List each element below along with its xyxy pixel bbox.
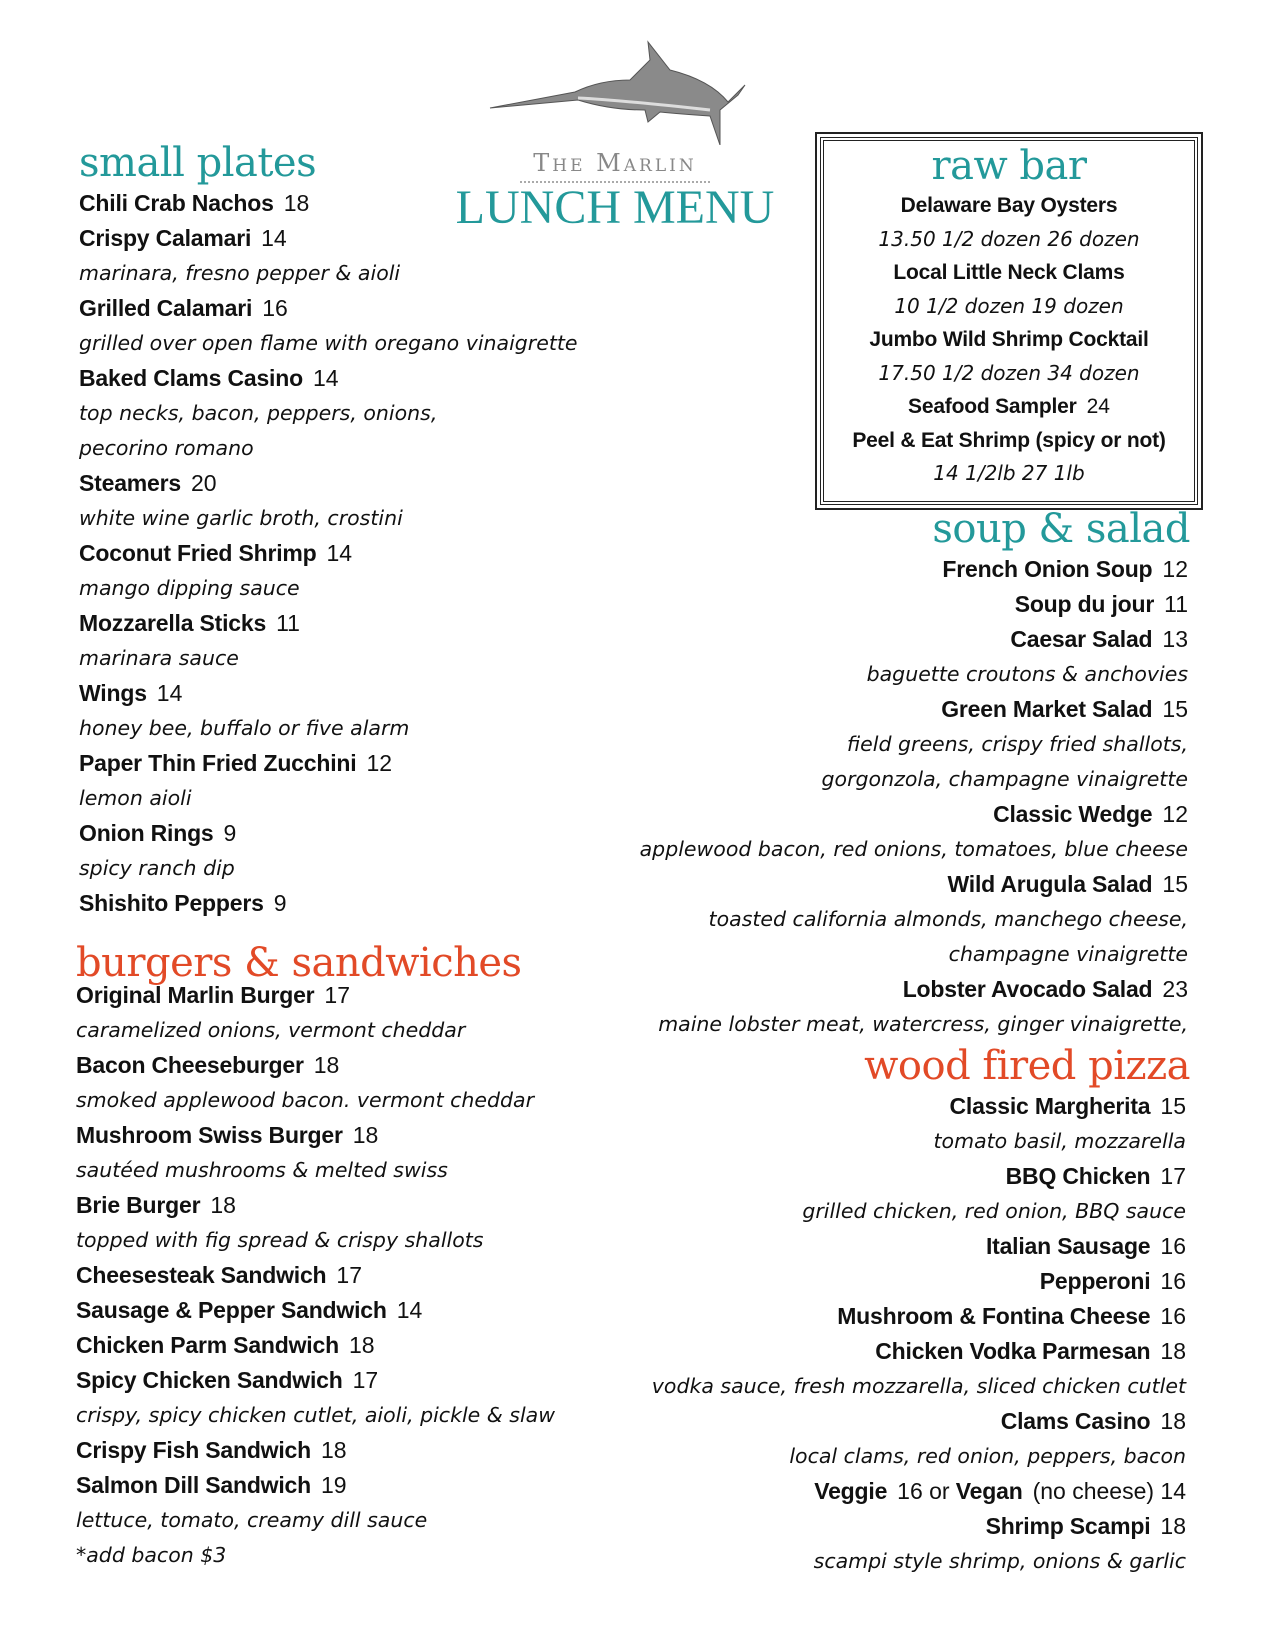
item-price: 16 [262,295,288,321]
menu-item [824,323,1194,357]
item-name: Coconut Fried Shrimp [79,540,317,566]
item-price: 17 [324,982,351,1008]
item-price: 12 [1162,801,1188,827]
item-price: 17 [336,1262,362,1288]
item-description-text: mango dipping sauce [79,576,300,600]
item-name: Veggie [814,1478,888,1504]
menu-item [560,1229,1186,1264]
item-name: Classic Wedge [993,801,1153,827]
menu-item [560,972,1188,1007]
item-name: Shishito Peppers [79,890,264,916]
item-name: Seafood Sampler [908,395,1077,418]
item-description [824,357,1194,391]
item-description-text: vodka sauce, fresh mozzarella, sliced chicken cutlet [651,1374,1186,1398]
item-name: Peel & Eat Shrimp (spicy or not) [852,428,1166,452]
item-price: 18 [210,1192,236,1218]
item-price: 11 [276,610,300,636]
marlin-fish-icon [480,30,750,145]
menu-item [79,361,699,396]
menu-item [824,424,1194,458]
item-price: 18 [352,1122,379,1148]
item-description [79,326,699,361]
item-description [560,937,1188,972]
item-price: 15 [1162,871,1188,897]
menu-list [824,189,1194,491]
item-description-text: maine lobster meat, watercress, ginger vinaigrette, [658,1012,1188,1036]
item-name: French Onion Soup [942,556,1153,582]
item-name: Chicken Parm Sandwich [76,1332,339,1358]
menu-item [560,1404,1186,1439]
section-heading: raw bar [931,143,1087,189]
menu-item [79,291,699,326]
item-description-text: smoked applewood bacon. vermont cheddar [76,1088,535,1112]
item-name: Original Marlin Burger [76,982,315,1008]
restaurant-name: The Marlin [533,149,697,177]
item-price: 18 [313,1052,340,1078]
item-price: 20 [190,470,217,496]
item-name: Chicken Vodka Parmesan [875,1338,1151,1364]
item-name: Italian Sausage [985,1233,1151,1259]
menu-item [560,587,1188,622]
item-description-text: topped with fig spread & crispy shallots [76,1228,484,1252]
item-price: 18 [348,1332,375,1358]
item-description [560,657,1188,692]
menu-item [560,1474,1186,1509]
item-description [560,727,1188,762]
item-description [560,902,1188,937]
item-description [824,457,1194,491]
item-description-text: local clams, red onion, peppers, bacon [789,1444,1186,1468]
item-price: 23 [1162,976,1188,1002]
menu-item [79,186,699,221]
menu-item [560,692,1188,727]
item-price: 18 [1160,1513,1186,1539]
item-price: 18 [1160,1338,1186,1364]
item-description [560,1369,1186,1404]
item-price: 14 [261,225,287,251]
item-name: Wild Arugula Salad [947,871,1153,897]
menu-item [560,1089,1186,1124]
section-heading: wood fired pizza [864,1043,1190,1089]
menu-title: LUNCH MENU [455,181,775,234]
item-price: (no cheese) 14 [1032,1478,1186,1504]
item-name: Cheesesteak Sandwich [76,1262,327,1288]
item-price: 17 [352,1367,379,1393]
item-name: Paper Thin Fried Zucchini [79,750,357,776]
item-price: 14 [312,365,339,391]
item-description [824,290,1194,324]
section-heading: soup & salad [932,506,1190,552]
item-description-text: marinara, fresno pepper & aioli [79,261,401,285]
item-description-text: spicy ranch dip [79,856,235,880]
item-price: 12 [1162,556,1188,582]
item-description-text: applewood bacon, red onions, tomatoes, blue cheese [639,837,1188,861]
item-price: 12 [366,750,393,776]
item-name: Crispy Fish Sandwich [76,1437,311,1463]
item-price: 15 [1162,696,1188,722]
item-description [560,762,1188,797]
menu-item [824,189,1194,223]
item-price: 19 [321,1472,347,1498]
menu-item [560,1264,1186,1299]
item-name: Classic Margherita [949,1093,1151,1119]
menu-item [560,867,1188,902]
item-name: Soup du jour [1014,591,1155,617]
item-description-text: grilled chicken, red onion, BBQ sauce [802,1199,1186,1223]
item-description-text: champagne vinaigrette [948,942,1188,966]
item-name: Grilled Calamari [79,295,253,321]
item-price: 18 [283,190,310,216]
item-price: 13 [1162,626,1188,652]
item-price: 16 [1160,1268,1186,1294]
item-price: 9 [223,820,237,846]
item-name: Onion Rings [79,820,214,846]
item-name: Crispy Calamari [79,225,252,251]
menu-item [560,622,1188,657]
item-description [560,1007,1188,1042]
item-description [79,396,699,431]
item-description-text: marinara sauce [79,646,239,670]
section-heading: burgers & sandwiches [76,940,522,986]
item-description-text: caramelized onions, vermont cheddar [76,1018,466,1042]
item-name: Salmon Dill Sandwich [76,1472,311,1498]
item-name: Wings [79,680,147,706]
menu-item [560,1159,1186,1194]
item-name: Green Market Salad [941,696,1153,722]
item-description [79,256,699,291]
item-name: Brie Burger [76,1192,201,1218]
item-description-text: scampi style shrimp, onions & garlic [813,1549,1186,1573]
item-description-text: field greens, crispy fried shallots, [846,732,1188,756]
item-description-text: toasted california almonds, manchego cheese, [708,907,1188,931]
item-name: Chili Crab Nachos [79,190,274,216]
item-description [560,1124,1186,1159]
item-name: Spicy Chicken Sandwich [76,1367,343,1393]
item-description [79,431,699,466]
menu-item [79,466,699,501]
item-price: 18 [321,1437,347,1463]
menu-item [79,221,699,256]
item-name: Caesar Salad [1010,626,1153,652]
item-name: Lobster Avocado Salad [902,976,1153,1002]
item-price: 16 [1160,1233,1186,1259]
item-description-text: top necks, bacon, peppers, onions, [79,401,438,425]
item-description-text: 13.50 1/2 dozen 26 dozen [878,226,1140,251]
item-price: 16 [1160,1303,1186,1329]
item-price: 14 [396,1297,423,1323]
item-description-text: gorgonzola, champagne vinaigrette [821,767,1188,791]
item-description [560,1194,1186,1229]
item-name: Bacon Cheeseburger [76,1052,304,1078]
item-name: Steamers [79,470,181,496]
item-description-text: 14 1/2lb 27 1lb [933,461,1085,485]
item-description-text: *add bacon $3 [76,1543,227,1567]
pizza-section [560,1043,1190,1579]
item-description-text: 10 1/2 dozen 19 dozen [894,293,1124,318]
item-description-text: crispy, spicy chicken cutlet, aioli, pickle & slaw [76,1403,555,1427]
menu-item [560,1509,1186,1544]
item-description-text: 17.50 1/2 dozen 34 dozen [878,360,1140,385]
item-price: 14 [326,540,353,566]
item-description-text: tomato basil, mozzarella [933,1129,1186,1153]
item-description [560,1544,1186,1579]
menu-item [560,1334,1186,1369]
item-name: Mushroom Swiss Burger [76,1122,343,1148]
item-description-text: white wine garlic broth, crostini [79,506,403,530]
item-description [824,223,1194,257]
item-name: Vegan [949,1478,1023,1504]
item-description-text: lemon aioli [79,786,192,810]
item-name: Local Little Neck Clams [893,261,1125,284]
menu-item [560,797,1188,832]
section-heading: small plates [79,140,317,186]
item-price: 18 [1160,1408,1186,1434]
item-name: Mozzarella Sticks [79,610,267,636]
item-price: 11 [1164,591,1188,617]
menu-list [560,552,1188,1042]
soup-salad-section [560,506,1190,1042]
item-description-text: baguette croutons & anchovies [866,662,1188,686]
menu-item [824,390,1194,424]
item-price: 17 [1160,1163,1186,1189]
item-name: Clams Casino [1000,1408,1151,1434]
item-description-text: pecorino romano [79,436,254,460]
item-name: Jumbo Wild Shrimp Cocktail [869,328,1149,351]
item-price: 14 [156,680,183,706]
menu-item [824,256,1194,290]
item-name: Pepperoni [1039,1268,1151,1294]
item-description-text: grilled over open flame with oregano vinaigrette [79,331,578,355]
item-price: 9 [273,890,287,916]
item-description-text: sautéed mushrooms & melted swiss [76,1158,448,1182]
item-name: Sausage & Pepper Sandwich [76,1297,387,1323]
item-price: 15 [1160,1093,1186,1119]
item-name: Mushroom & Fontina Cheese [837,1303,1151,1329]
item-description-text: honey bee, buffalo or five alarm [79,716,410,740]
item-name: Shrimp Scampi [985,1513,1151,1539]
item-description-text: lettuce, tomato, creamy dill sauce [76,1508,428,1532]
item-description [560,1439,1186,1474]
menu-list [560,1089,1186,1579]
menu-item [560,552,1188,587]
item-name: Baked Clams Casino [79,365,303,391]
item-price: 16 or [897,1478,950,1504]
item-price: 24 [1086,395,1110,418]
item-name: BBQ Chicken [1005,1163,1151,1189]
menu-item [560,1299,1186,1334]
item-description [560,832,1188,867]
item-name: Delaware Bay Oysters [900,194,1118,217]
raw-bar-box [820,137,1198,505]
